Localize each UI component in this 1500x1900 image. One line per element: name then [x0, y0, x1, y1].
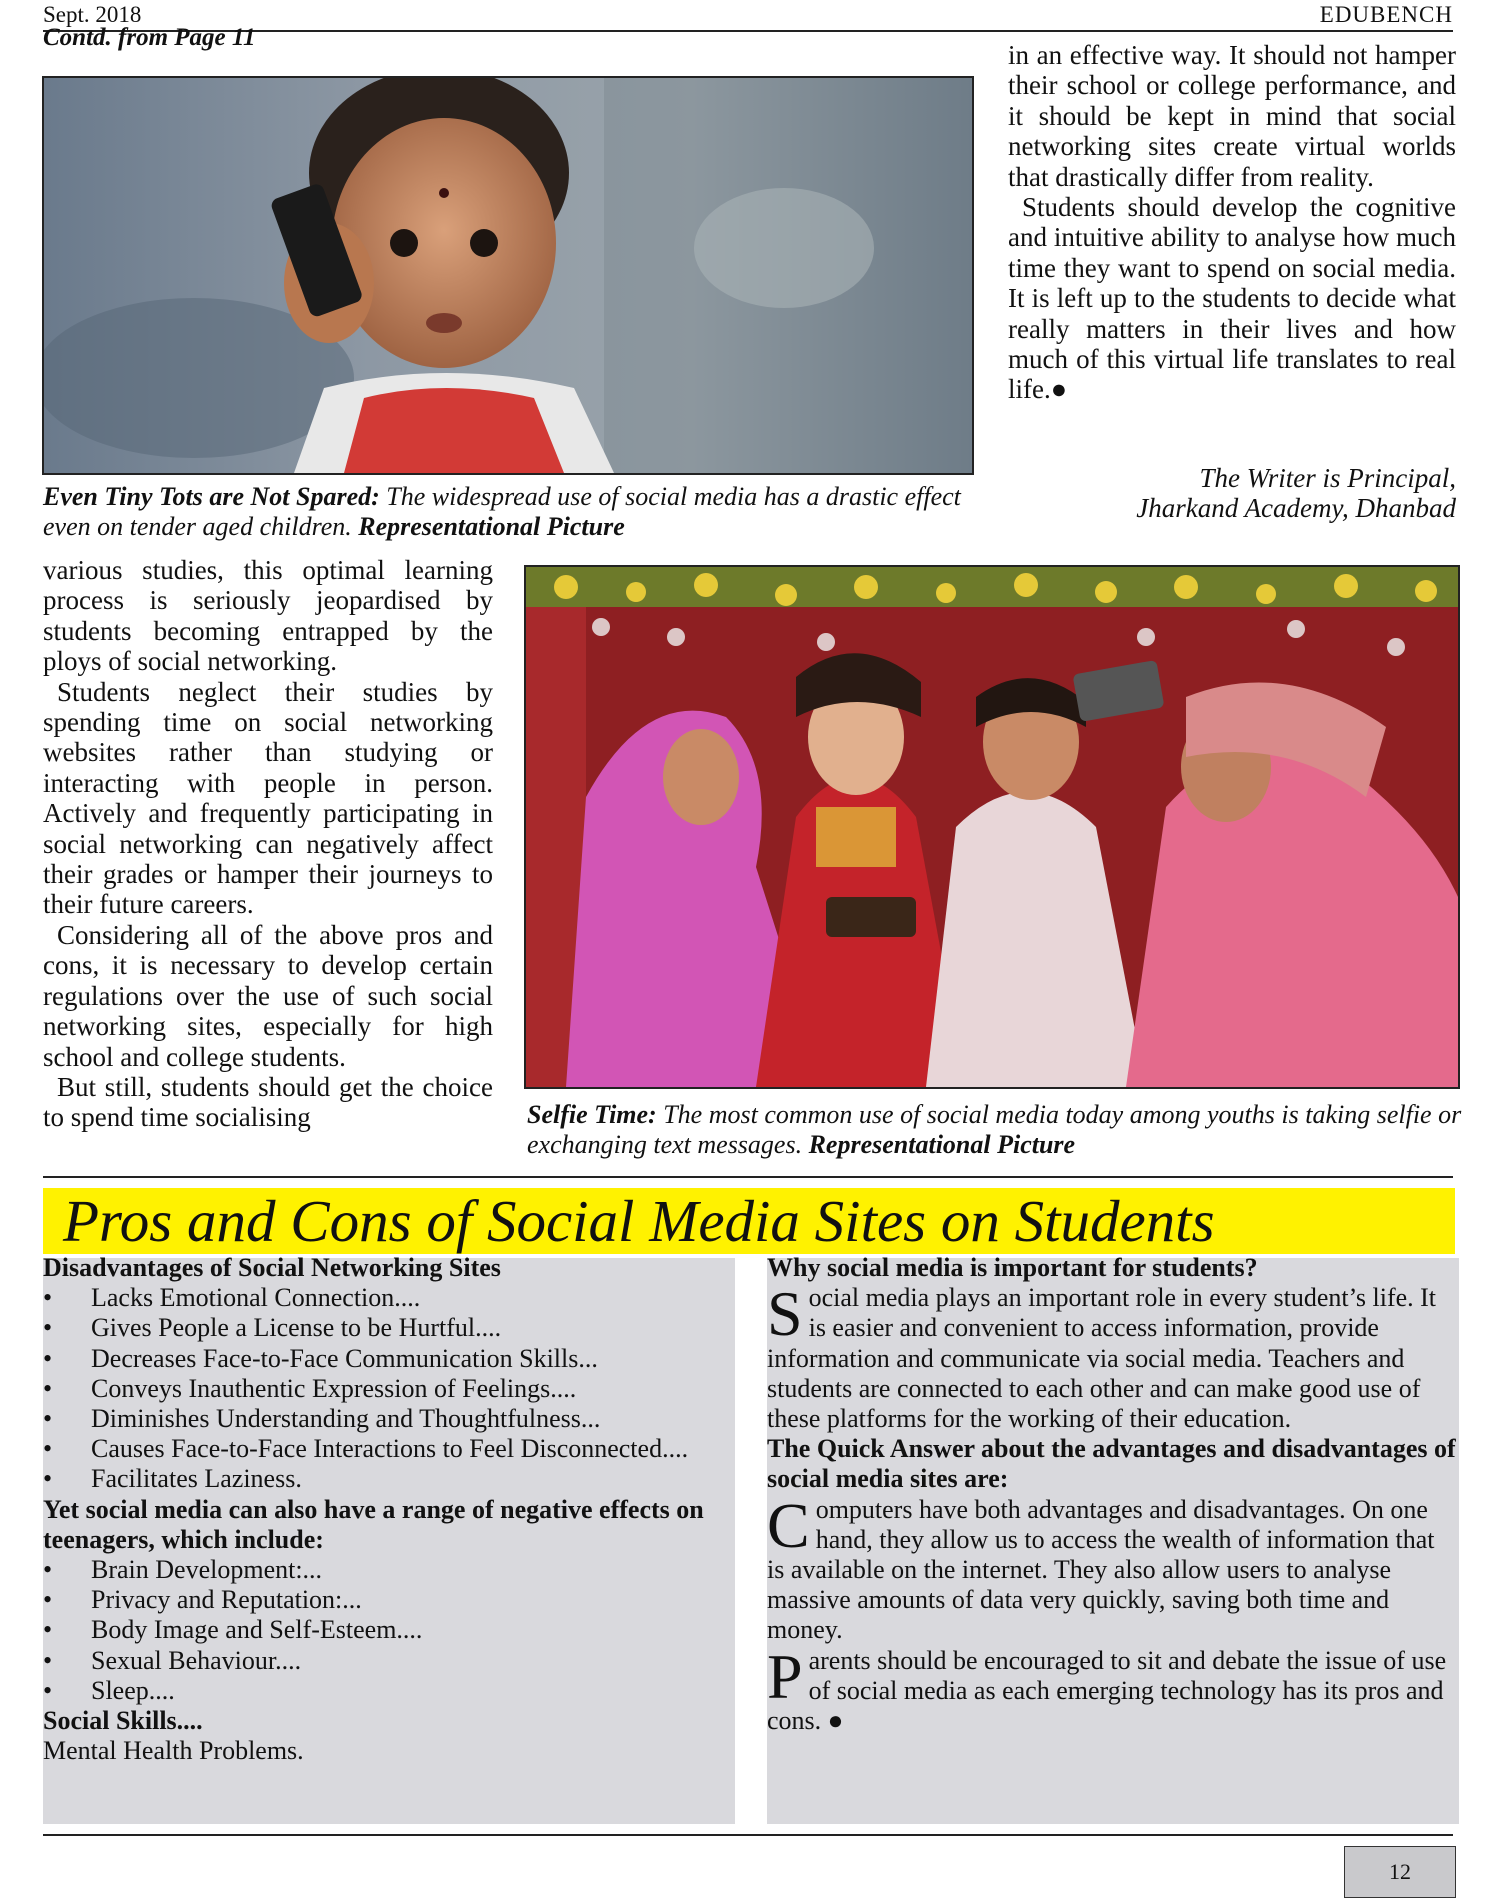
left-paragraph-4: But still, students should get the choice to spend time socialising — [43, 1071, 493, 1133]
list-item-text: Lacks Emotional Connection.... — [91, 1283, 421, 1313]
photo1-caption-tag: Representational Picture — [358, 512, 625, 541]
quick-answer-heading: The Quick Answer about the advantages and disadvantages of social media sites are: — [767, 1434, 1456, 1494]
list-item-text: Gives People a License to be Hurtful.... — [91, 1313, 502, 1343]
list-item: • Decreases Face-to-Face Communication Skills... — [43, 1343, 598, 1373]
importance-text: ocial media plays an important role in every student’s life. It is easier and convenient to access information, provide information and communicate via social media. Teachers and students are connected to each other and can make good use of these platforms for the working of their education. — [767, 1283, 1437, 1434]
section-rule — [43, 1176, 1453, 1178]
list-item-text: Body Image and Self-Esteem.... — [91, 1615, 423, 1645]
page-number: 12 — [1344, 1846, 1456, 1898]
importance-content — [767, 1253, 1457, 1736]
list-item-text: Privacy and Reputation:... — [91, 1585, 362, 1615]
list-item-text: Sleep.... — [91, 1675, 175, 1705]
right-paragraph-2: Students should develop the cognitive and intuitive ability to analyse how much time they want to spend on social media. It is left up to the students to decide what really matters in their lives and how much of this virtual life translates to real life.● — [1008, 192, 1456, 405]
author-byline — [1008, 463, 1456, 523]
list-item: • Privacy and Reputation:... — [43, 1585, 362, 1615]
list-item: • Lacks Emotional Connection.... — [43, 1283, 421, 1313]
photo1-caption-lead: Even Tiny Tots are Not Spared: — [43, 482, 380, 511]
computers-text: omputers have both advantages and disadvantages. On one hand, they allow us to access the wealth of information that is available on the internet. They also allow users to analyse massive amounts of data very quickly, saving both time and money. — [767, 1494, 1435, 1645]
drop-cap-c: C — [767, 1489, 810, 1561]
disadvantages-content — [43, 1253, 735, 1766]
left-paragraph-2: Students neglect their studies by spending time on social networking websites rather than studying or interacting with people in person. Actively and frequently participating in social networking can negatively affect their grades or hamper their journeys to their future careers. — [43, 676, 493, 920]
banner-title: Pros and Cons of Social Media Sites on Students — [63, 1188, 1215, 1254]
selfie-photo — [524, 565, 1460, 1089]
parents-paragraph — [767, 1640, 1457, 1737]
list-item-text: Facilitates Laziness. — [91, 1464, 302, 1494]
left-paragraph-3: Considering all of the above pros and cons, it is necessary to develop certain regulations over the use of such social networking sites, especially for high school and college students. — [43, 919, 493, 1072]
list-item: • Brain Development:... — [43, 1555, 323, 1585]
negative-effects-heading: Yet social media can also have a range of negative effects on teenagers, which include: — [43, 1494, 704, 1554]
list-item-text: Brain Development:... — [91, 1555, 323, 1585]
list-item: • Facilitates Laziness. — [43, 1464, 302, 1494]
publication-name: EDUBENCH — [1319, 2, 1453, 27]
list-item-text: Conveys Inauthentic Expression of Feelings.... — [91, 1373, 577, 1403]
continued-label: Contd. from Page 11 — [43, 24, 256, 51]
footer-rule — [43, 1834, 1453, 1836]
parents-text: arents should be encouraged to sit and debate the issue of use of social media as each emerging technology has its pros and cons. ● — [767, 1645, 1447, 1736]
list-item-text: Decreases Face-to-Face Communication Skills... — [91, 1343, 598, 1373]
computers-paragraph — [767, 1489, 1457, 1646]
left-column-text — [43, 555, 493, 1133]
byline-line-1: The Writer is Principal, — [1199, 463, 1456, 493]
list-item: • Diminishes Understanding and Thoughtfulness... — [43, 1404, 601, 1434]
list-item: • Causes Face-to-Face Interactions to Feel Disconnected.... — [43, 1434, 689, 1464]
photo1-caption-text: The widespread use of social media has a drastic effect even on tender aged children. — [43, 482, 961, 541]
banner — [43, 1188, 1455, 1254]
disadvantages-list — [43, 1283, 735, 1494]
photo2-caption-lead: Selfie Time: — [527, 1100, 657, 1129]
issue-date: Sept. 2018 — [43, 2, 142, 27]
photo1-caption — [43, 482, 983, 542]
child-phone-illustration — [44, 78, 972, 473]
byline-line-2: Jharkand Academy, Dhanbad — [1136, 493, 1456, 523]
photo2-caption-text: The most common use of social media today among youths is taking selfie or exchanging text messages. — [527, 1100, 1462, 1159]
importance-paragraph — [767, 1278, 1457, 1434]
right-column-text — [1008, 40, 1456, 405]
list-item: • Body Image and Self-Esteem.... — [43, 1615, 423, 1645]
drop-cap-s: S — [767, 1278, 803, 1350]
left-paragraph-1: various studies, this optimal learning process is seriously jeopardised by students becoming entrapped by the ploys of social networking. — [43, 555, 493, 677]
child-phone-photo — [42, 76, 974, 475]
list-item-text: Sexual Behaviour.... — [91, 1645, 302, 1675]
drop-cap-p: P — [767, 1640, 803, 1712]
photo2-caption — [527, 1100, 1462, 1160]
disadvantages-heading: Disadvantages of Social Networking Sites — [43, 1253, 501, 1282]
photo2-caption-tag: Representational Picture — [808, 1130, 1076, 1159]
list-item: • Conveys Inauthentic Expression of Feelings.... — [43, 1373, 577, 1403]
social-skills-heading: Social Skills.... — [43, 1706, 203, 1736]
right-paragraph-1: in an effective way. It should not hamper their school or college performance, and it should be kept in mind that social networking sites create virtual worlds that drastically differ from reality. — [1008, 40, 1456, 192]
list-item-text: Diminishes Understanding and Thoughtfulness... — [91, 1404, 601, 1434]
negative-effects-list — [43, 1555, 735, 1706]
list-item: • Gives People a License to be Hurtful.... — [43, 1313, 502, 1343]
importance-heading: Why social media is important for students? — [767, 1253, 1258, 1282]
list-item-text: Causes Face-to-Face Interactions to Feel Disconnected.... — [91, 1434, 689, 1464]
list-item: • Sexual Behaviour.... — [43, 1645, 302, 1675]
mental-health-line: Mental Health Problems. — [43, 1736, 304, 1766]
selfie-illustration — [526, 567, 1458, 1087]
list-item: • Sleep.... — [43, 1675, 175, 1705]
